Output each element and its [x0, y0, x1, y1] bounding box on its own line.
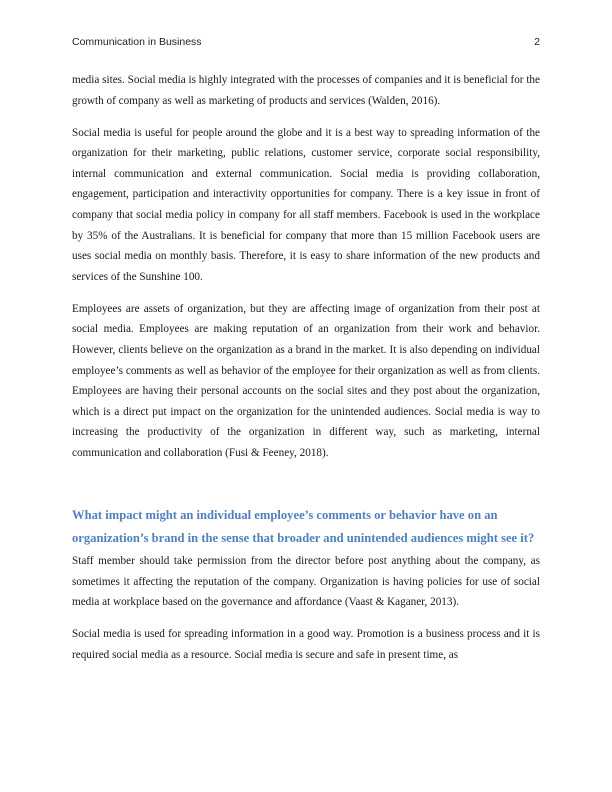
paragraph: Employees are assets of organization, but they are affecting image of organization from their post at social media. Employees are making reputation of an organization from their work and behavior. However, clients believe on the organization as a brand in the market. It is also depending on individual employee’s comments as well as behavior of the employee for their organization as well as from clients. Employees are having their personal accounts on the social sites and they post about the organization, which is a direct put impact on the organization for the unintended audiences. Social media is way to increasing the productivity of the organization in different way, such as marketing, internal communication and collaboration (Fusi & Feeney, 2018). [72, 302, 540, 459]
page-number: 2 [534, 36, 540, 48]
section-heading: What impact might an individual employee’s comments or behavior have on an organization’s brand in the sense that broader and unintended audiences might see it? [72, 507, 535, 546]
paragraph: media sites. Social media is highly integrated with the processes of companies and it is beneficial for the growth of company as well as marketing of products and services (Walden, 2016). [72, 74, 540, 107]
page-header [72, 36, 540, 50]
paragraph: Social media is useful for people around the globe and it is a best way to spreading information of the organization for their marketing, public relations, customer service, corporate social responsibility, internal communication and external communication. Social media is providing collaboration, engagement, participation and interactivity opportunities for company. There is a key issue in front of company that social media policy in company for all staff members. Facebook is used in the workplace by 35% of the Australians. It is beneficial for company that more than 15 million Facebook users are uses social media on monthly basis. Therefore, it is easy to share information of the new products and services of the Sunshine 100. [72, 126, 540, 283]
paragraph: Staff member should take permission from the director before post anything about the company, as sometimes it affecting the reputation of the company. Organization is having policies for use of social media at workplace based on the governance and affordance (Vaast & Kaganer, 2013). [72, 555, 540, 609]
section-spacer [72, 475, 540, 504]
header-title: Communication in Business [72, 36, 202, 48]
document-body [72, 70, 540, 677]
paragraph: Social media is used for spreading information in a good way. Promotion is a business process and it is required social media as a resource. Social media is secure and safe in present time, as [72, 628, 540, 661]
